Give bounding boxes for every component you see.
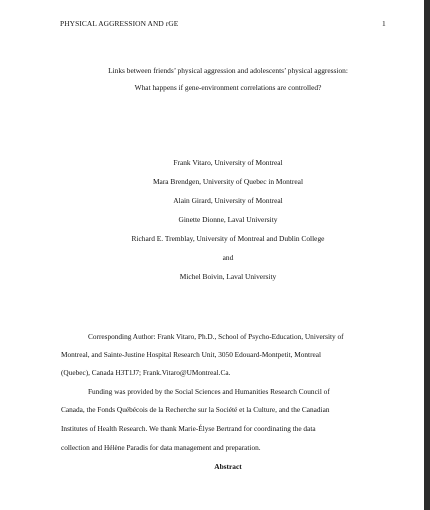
correspondence-line: Montreal, and Sainte-Justine Hospital Research Unit, 3050 Edouard-Montpetit, Montreal (61, 350, 321, 359)
funding-line: Canada, the Fonds Québécois de la Recherche sur la Société et la Culture, and the Canadian (61, 405, 330, 414)
author-line: Richard E. Tremblay, University of Montreal and Dublin College (131, 234, 325, 243)
abstract-heading: Abstract (214, 462, 242, 471)
title-line-2: What happens if gene-environment correlations are controlled? (134, 83, 322, 92)
author-line: Alain Girard, University of Montreal (173, 196, 283, 205)
author-line: Michel Boivin, Laval University (179, 272, 277, 281)
funding-line: collection and Hélène Paradis for data management and preparation. (61, 443, 261, 452)
page-number: 1 (382, 19, 386, 28)
title-line-1: Links between friends’ physical aggression and adolescents’ physical aggression: (108, 66, 348, 75)
author-line: Ginette Dionne, Laval University (178, 215, 278, 224)
author-line: Mara Brendgen, University of Quebec in Montreal (152, 177, 304, 186)
correspondence-line: (Quebec), Canada H3T1J7; Frank.Vitaro@UMontreal.Ca. (61, 368, 231, 377)
funding-line: Institutes of Health Research. We thank Marie-Élyse Bertrand for coordinating the data (61, 424, 316, 433)
author-conjunction: and (222, 253, 234, 262)
running-head: PHYSICAL AGGRESSION AND rGE (60, 19, 179, 28)
correspondence-line: Corresponding Author: Frank Vitaro, Ph.D., School of Psycho-Education, University of (88, 332, 344, 341)
viewer-edge (424, 0, 430, 510)
funding-line: Funding was provided by the Social Sciences and Humanities Research Council of (88, 387, 330, 396)
author-line: Frank Vitaro, University of Montreal (173, 158, 283, 167)
